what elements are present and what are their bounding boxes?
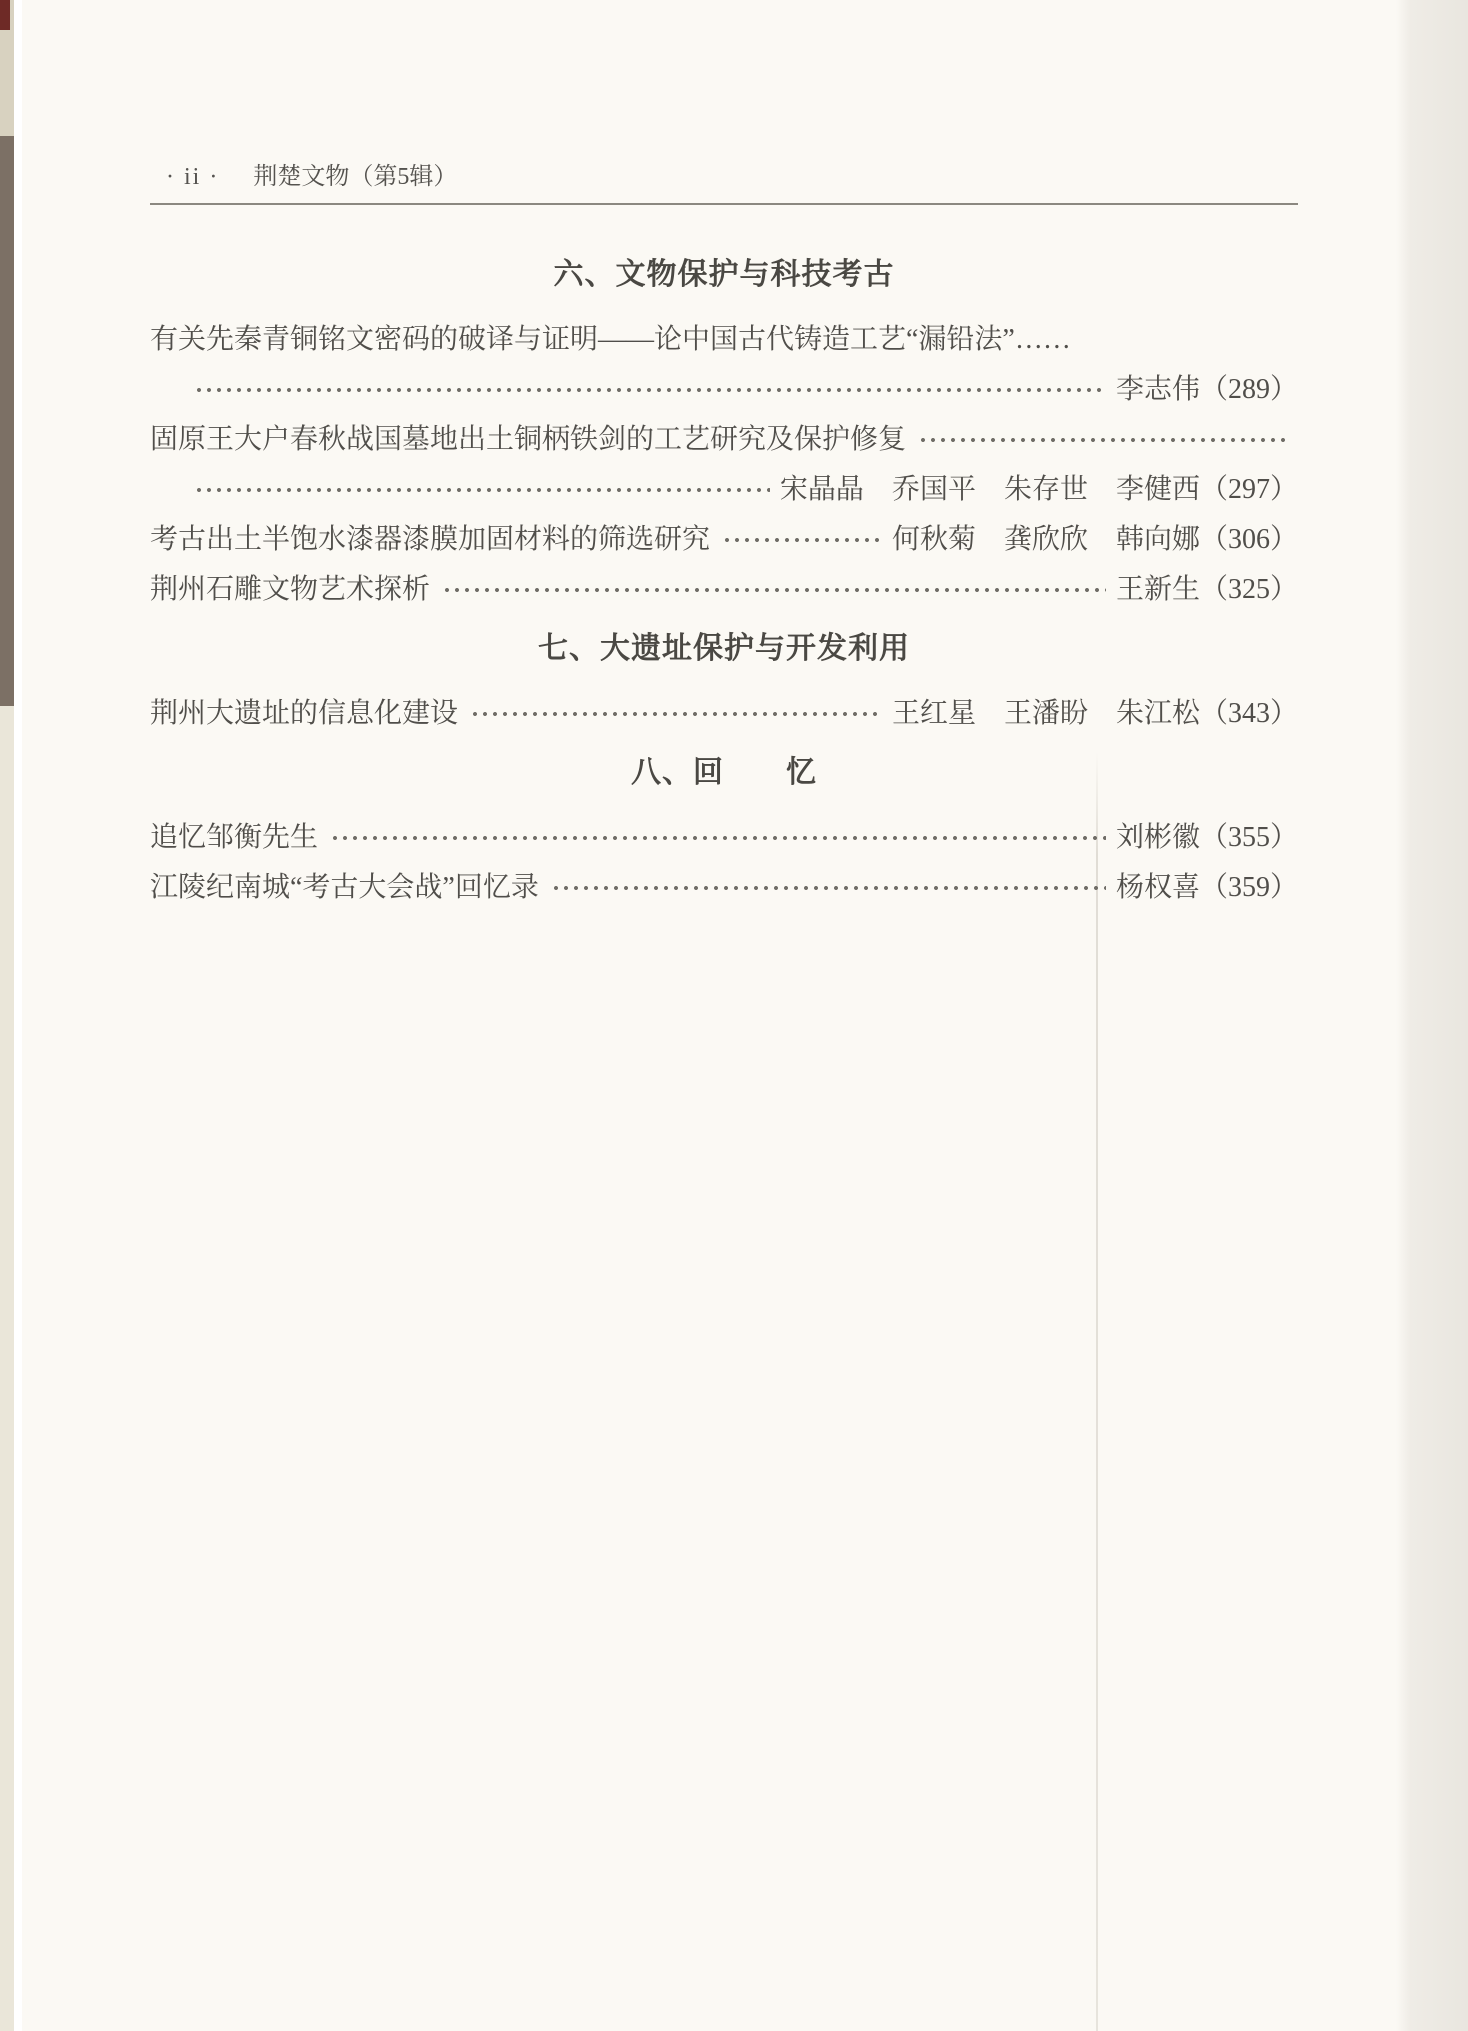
header-rule	[150, 203, 1298, 205]
author-name: 李志伟	[1115, 374, 1200, 405]
page-curl-shadow	[1396, 0, 1468, 2031]
page-edge-cream-strip	[0, 706, 14, 2031]
entry-title: 荆州大遗址的信息化建设	[150, 698, 459, 729]
folio-page-number: · ii ·	[166, 164, 220, 190]
author-name: 李健西	[1115, 474, 1200, 505]
dot-leader	[468, 689, 882, 739]
dot-leader	[192, 465, 770, 515]
entry-title: 固原王大户春秋战国墓地出土铜柄铁剑的工艺研究及保护修复	[150, 424, 907, 455]
toc-entry-line	[150, 465, 1298, 515]
entry-title: 荆州石雕文物艺术探析	[150, 574, 431, 605]
author-name: 龚欣欣	[1003, 524, 1088, 555]
page-edge-highlight	[14, 0, 22, 2031]
dot-leader	[192, 365, 1106, 415]
section-entries	[150, 315, 1298, 615]
author-name: 韩向娜	[1115, 524, 1200, 555]
entry-authors	[1116, 565, 1298, 615]
author-name: 王潘盼	[1003, 698, 1088, 729]
toc-entry-line	[150, 415, 1298, 465]
entry-authors	[892, 689, 1298, 739]
author-name: 杨权喜	[1115, 872, 1200, 903]
author-name: 朱江松	[1115, 698, 1200, 729]
page-crease-line	[1096, 752, 1098, 2031]
entry-authors	[1116, 863, 1298, 913]
entry-authors	[1116, 365, 1298, 415]
entry-page-number: （355）	[1199, 822, 1298, 853]
author-name: 王红星	[891, 698, 976, 729]
running-header	[150, 162, 1298, 192]
dot-leader	[720, 515, 882, 565]
author-name: 何秋菊	[891, 524, 976, 555]
dot-leader	[549, 863, 1106, 913]
entry-page-number: （359）	[1199, 872, 1298, 903]
entry-authors	[1116, 813, 1298, 863]
section-heading: 六、文物保护与科技考古	[553, 257, 895, 292]
entry-title: 考古出土半饱水漆器漆膜加固材料的筛选研究	[150, 524, 711, 555]
entry-authors	[892, 515, 1298, 565]
entry-authors	[780, 465, 1298, 515]
toc-section	[150, 753, 1298, 913]
entry-title: 有关先秦青铜铭文密码的破译与证明——论中国古代铸造工艺“漏铅法”……	[150, 324, 1071, 355]
page-content	[150, 0, 1298, 913]
section-entries	[150, 689, 1298, 739]
entry-page-number: （343）	[1199, 698, 1298, 729]
entry-title: 追忆邹衡先生	[150, 822, 319, 853]
book-title: 荆楚文物（第5辑）	[253, 164, 458, 190]
toc-entry-line	[150, 515, 1298, 565]
entry-page-number: （289）	[1199, 374, 1298, 405]
section-entries	[150, 813, 1298, 913]
toc-entry-line	[150, 689, 1298, 739]
table-of-contents	[150, 255, 1298, 913]
toc-entry-line	[150, 365, 1298, 415]
entry-title: 江陵纪南城“考古大会战”回忆录	[150, 872, 539, 903]
toc-section	[150, 255, 1298, 615]
toc-section	[150, 629, 1298, 739]
author-name: 王新生	[1115, 574, 1200, 605]
entry-page-number: （325）	[1199, 574, 1298, 605]
dot-leader	[328, 813, 1106, 863]
author-name: 乔国平	[891, 474, 976, 505]
page-edge-brown-strip	[0, 136, 14, 706]
page-edge-red-mark	[0, 0, 10, 30]
dot-leader	[916, 415, 1288, 465]
toc-entry-line	[150, 315, 1298, 365]
dot-leader	[440, 565, 1106, 615]
author-name: 刘彬徽	[1115, 822, 1200, 853]
toc-entry-line	[150, 813, 1298, 863]
entry-page-number: （306）	[1199, 524, 1298, 555]
section-heading: 七、大遗址保护与开发利用	[538, 631, 910, 666]
toc-entry-line	[150, 863, 1298, 913]
section-heading: 八、回 忆	[631, 755, 817, 790]
author-name: 宋晶晶	[779, 474, 864, 505]
toc-entry-line	[150, 565, 1298, 615]
entry-page-number: （297）	[1199, 474, 1298, 505]
author-name: 朱存世	[1003, 474, 1088, 505]
